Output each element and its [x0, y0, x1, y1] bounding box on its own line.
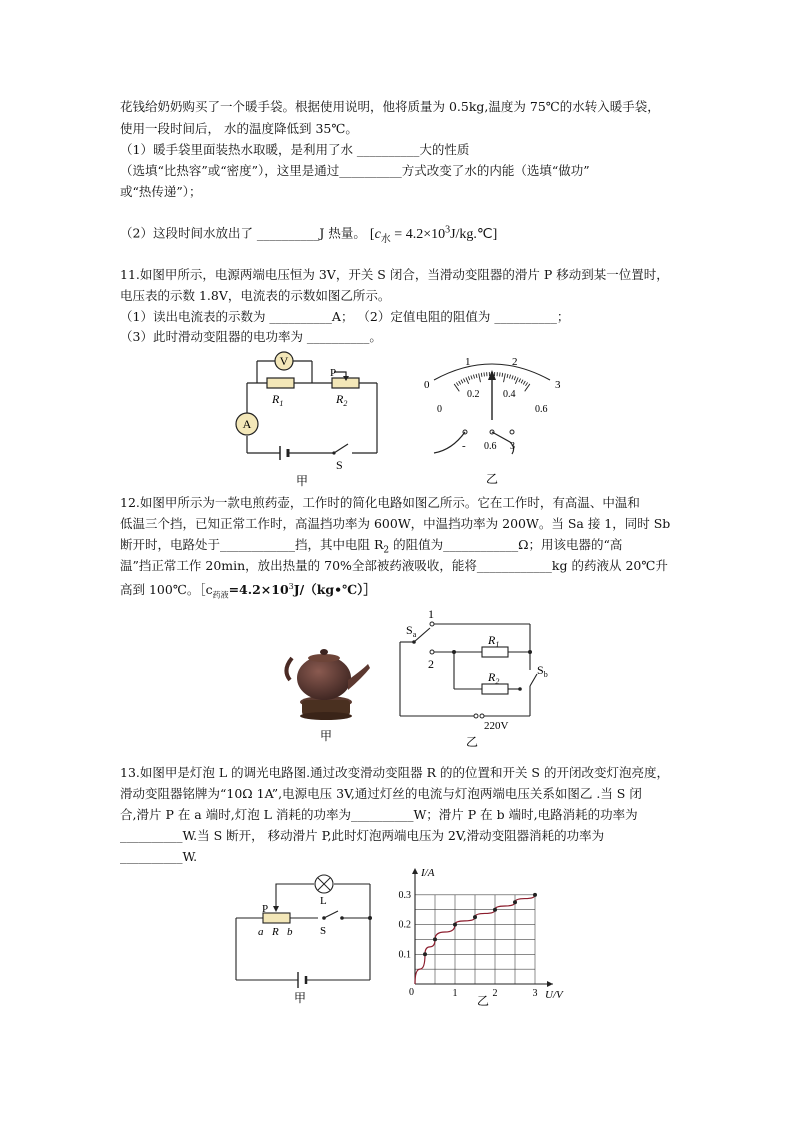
- dial-tick: [463, 379, 465, 383]
- dial-tick: [519, 379, 521, 383]
- terminal-label-0-6: 0.6: [484, 441, 497, 452]
- data-point: [453, 923, 457, 927]
- y-tick-labels: [399, 890, 412, 960]
- q12-line3-sub: 2: [383, 545, 390, 556]
- q12-line5-part-c: J/（kg•℃）］: [293, 582, 376, 598]
- r2-label: $R_2$: [336, 392, 348, 408]
- y-axis-label: I/A: [421, 867, 435, 879]
- dial-tick: [461, 380, 463, 384]
- pot-body: [297, 656, 351, 700]
- end-b-label: b: [287, 926, 293, 938]
- ammeter-label: A: [242, 417, 252, 431]
- pot-handle: [286, 658, 292, 680]
- data-point: [433, 937, 437, 941]
- dial-tick: [504, 373, 506, 382]
- q11-part3-line: （3）此时滑动变阻器的电功率为 __________。: [120, 329, 382, 344]
- bottom-scale-0: 0: [437, 404, 442, 415]
- dial-tick: [468, 376, 469, 380]
- q10-text-line-2: 使用一段时间后， 水的温度降低到 35℃。: [120, 121, 358, 136]
- terminal-3: [510, 430, 514, 434]
- pot-spout: [348, 664, 370, 690]
- q10-part2-text: （2）这段时间水放出了 __________J 热量。: [120, 225, 366, 241]
- figure-caption-yi: 乙: [476, 994, 490, 1008]
- figure-caption-yi: 乙: [465, 735, 479, 749]
- q11-text-line-1: 11.如图甲所示，电源两端电压恒为 3V，开关 S 闭合，当滑动变阻器的滑片 P 移动到某一位置时，: [120, 267, 669, 282]
- y-tick-label: 0.2: [398, 919, 411, 931]
- data-point: [513, 900, 517, 904]
- x-tick-label: 3: [532, 988, 538, 999]
- end-a-label: a: [258, 926, 264, 938]
- x-axis-label: U/V: [545, 989, 563, 1001]
- bottom-scale-0-4: 0.4: [503, 389, 516, 400]
- q12-line5-exp: 3: [288, 582, 294, 591]
- plug-terminal-right: [480, 714, 484, 718]
- dial-tick: [502, 373, 503, 377]
- dial-tick: [479, 373, 481, 382]
- top-scale-3: 3: [555, 379, 561, 391]
- q10-part1-options-line: （选填“比热容”或“密度”），这里是通过__________方式改变了水的内能（选填“做功”: [120, 163, 590, 178]
- pot-lid-knob: [320, 649, 328, 655]
- dial-tick: [459, 381, 461, 384]
- dial-tick: [481, 373, 482, 377]
- voltage-label: 220V: [484, 720, 509, 732]
- q12-line5-part-a: 高到 100℃。［c: [120, 582, 213, 598]
- q12-line5-part-b: =4.2×10: [228, 582, 289, 598]
- q12-line5-sub: 药液: [212, 590, 229, 600]
- data-point: [423, 952, 427, 956]
- dial-tick: [525, 382, 527, 385]
- dial-tick: [456, 382, 458, 385]
- q11-part1-line: （1）读出电流表的示数为 __________A； （2）定值电阻的阻值为 __________；: [120, 309, 570, 324]
- q12-text-line-4: 温”挡正常工作 20min，放出热量的 70%全部被药液吸收，能将____________kg 的药液从 20℃升: [120, 558, 668, 573]
- figure-caption-jia: 甲: [293, 991, 307, 1005]
- dial-tick: [466, 377, 469, 383]
- top-scale-0: 0: [424, 379, 430, 391]
- dial-tick: [514, 376, 515, 380]
- q13-text-line-4: __________W.当 S 断开， 移动滑片 P,此时灯泡两端电压为 2V,滑动变阻器消耗的功率为: [120, 828, 605, 843]
- data-point: [493, 908, 497, 912]
- dial-tick: [471, 375, 472, 379]
- r2-label: $R_2$: [488, 670, 500, 686]
- top-scale-2: 2: [512, 356, 518, 368]
- q12-text-line-5: [120, 579, 376, 604]
- dial-tick: [521, 380, 523, 384]
- r1-label: $R_1$: [488, 633, 500, 649]
- formula-bracket-open: [: [369, 226, 375, 242]
- data-point: [473, 915, 477, 919]
- q12-text-line-2: 低温三个挡，已知正常工作时，高温挡功率为 600W，中温挡功率为 200W。当 Sa 接 1，同时 Sb: [120, 516, 671, 531]
- q12-line3-part-a: 断开时，电路处于____________挡，其中电阻 R: [120, 537, 384, 552]
- plug-terminal-left: [474, 714, 478, 718]
- dial-tick: [512, 375, 513, 379]
- x-tick-label: 1: [452, 988, 458, 999]
- origin-label: 0: [409, 987, 414, 998]
- figure-caption-yi: 乙: [485, 472, 499, 486]
- data-point: [533, 893, 537, 897]
- q10-text-line-1: 花钱给奶奶购买了一个暖手袋。根据使用说明，他将质量为 0.5kg,温度为 75℃的水转入暖手袋，: [120, 99, 660, 114]
- q11-text-line-2: 电压表的示数 1.8V，电流表的示数如图乙所示。: [120, 288, 391, 303]
- resistor-r1: [267, 378, 294, 388]
- q13-circuit-diagram: [228, 868, 388, 1008]
- formula-c-sub: 水: [380, 233, 391, 245]
- y-tick-label: 0.3: [398, 889, 411, 901]
- slider-p-arrow: [273, 906, 279, 912]
- slider-p-label: P: [262, 903, 269, 915]
- decoction-pot-picture: [282, 640, 374, 745]
- dial-tick: [515, 377, 518, 383]
- x-tick-label: 2: [492, 988, 498, 999]
- contact-2-label: 2: [428, 657, 434, 671]
- terminal-label-3: 3: [510, 441, 515, 452]
- x-tick-labels: [453, 988, 538, 999]
- q10-formula: [369, 224, 498, 245]
- q10-part1-options-line-2: 或“热传递”）；: [120, 184, 202, 199]
- voltmeter-label: V: [279, 354, 289, 368]
- rheostat-r-label: R: [272, 926, 279, 938]
- switch-s-label: S: [336, 458, 343, 472]
- q12-text-line-3: [120, 537, 622, 559]
- r1-label: $R_1$: [272, 392, 284, 408]
- q12-circuit-diagram: [392, 604, 552, 752]
- y-tick-label: 0.1: [398, 949, 411, 961]
- figure-caption-jia: 甲: [319, 729, 333, 743]
- terminal-label-negative: -: [462, 440, 466, 452]
- q12-line3-part-b: 的阻值为____________Ω；用该电器的“高: [389, 537, 623, 552]
- formula-bracket-close: ]: [492, 226, 498, 242]
- formula-c: c: [374, 226, 381, 242]
- q10-part2-line: [120, 222, 497, 247]
- q12-text-line-1: 12.如图甲所示为一款电煎药壶，工作时的简化电路如图乙所示。它在工作时，有高温、中温和: [120, 495, 640, 510]
- q11-ammeter-dial: [412, 350, 582, 490]
- dial-tick: [473, 375, 474, 379]
- dial-tick: [476, 374, 477, 378]
- lamp-l-label: L: [320, 895, 327, 907]
- q13-text-line-2: 滑动变阻器铭牌为“10Ω 1A”,电源电压 3V,通过灯丝的电流与灯泡两端电压关系如图乙 .当 S 闭: [120, 786, 642, 801]
- q11-circuit-diagram: [222, 348, 392, 488]
- top-scale-1: 1: [465, 356, 471, 368]
- dial-tick: [509, 375, 510, 379]
- q13-text-line-3: 合,滑片 P 在 a 端时,灯泡 L 消耗的功率为__________W；滑片 P 在 b 端时,电路消耗的功率为: [120, 807, 638, 822]
- switch-sa-label: $S_a$: [406, 623, 417, 639]
- slider-p-label: P: [330, 367, 337, 379]
- figure-caption-jia: 甲: [295, 474, 309, 488]
- switch-sb-label: $S_b$: [537, 663, 548, 679]
- dial-tick: [523, 381, 525, 384]
- iu-chart: [395, 864, 575, 1009]
- dial-tick: [507, 374, 508, 378]
- formula-unit: J/kg.℃: [450, 226, 493, 242]
- q13-text-line-5: __________W.: [120, 849, 198, 864]
- contact-1-label: 1: [428, 607, 434, 621]
- bottom-scale-0-6: 0.6: [535, 404, 548, 415]
- formula-value: = 4.2×10: [390, 226, 446, 242]
- formula-exp: 3: [445, 224, 451, 235]
- q13-text-line-1: 13.如图甲是灯泡 L 的调光电路图.通过改变滑动变阻器 R 的的位置和开关 S 的开闭改变灯泡亮度，: [120, 765, 669, 780]
- q10-part1-line: （1）暖手袋里面装热水取暖，是利用了水 __________大的性质: [120, 142, 470, 157]
- switch-s-label: S: [320, 925, 327, 937]
- bottom-scale-0-2: 0.2: [467, 389, 480, 400]
